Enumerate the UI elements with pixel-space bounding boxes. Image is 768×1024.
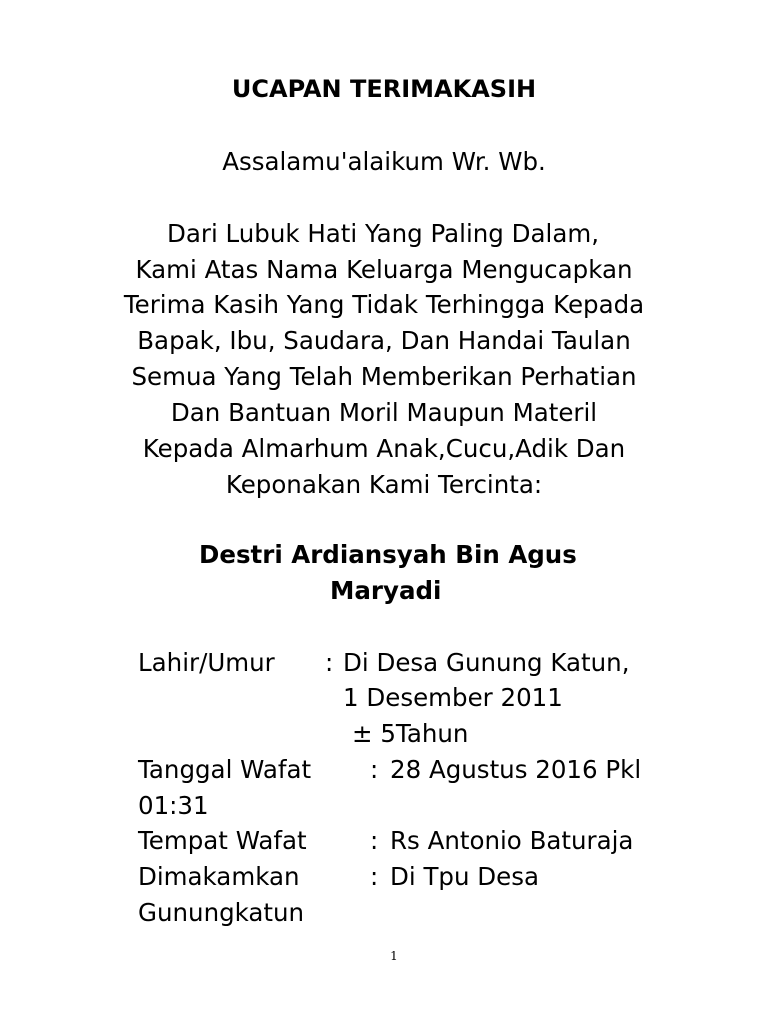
birth-date: 1 Desember 2011 (343, 683, 563, 712)
burial-label: Dimakamkan (138, 862, 300, 891)
body-line: Keponakan Kami Tercinta: (225, 470, 543, 499)
body-line: Kami Atas Nama Keluarga Mengucapkan (135, 255, 633, 284)
birth-place: Di Desa Gunung Katun, (343, 648, 630, 677)
body-line: Dari Lubuk Hati Yang Paling Dalam, (167, 219, 599, 248)
birth-label: Lahir/Umur (138, 648, 275, 677)
death-place-separator: : (370, 826, 379, 855)
burial-place: Di Tpu Desa (390, 862, 540, 891)
body-line: Bapak, Ibu, Saudara, Dan Handai Taulan (137, 326, 631, 355)
death-time: 01:31 (138, 791, 209, 820)
death-date-label: Tanggal Wafat (138, 755, 312, 784)
death-date: 28 Agustus 2016 Pkl (390, 755, 642, 784)
body-line: Dan Bantuan Moril Maupun Materil (170, 398, 598, 427)
death-place-label: Tempat Wafat (138, 826, 307, 855)
document-title: UCAPAN TERIMAKASIH (231, 75, 537, 103)
body-line: Kepada Almarhum Anak,Cucu,Adik Dan (142, 434, 626, 463)
page-number: 1 (390, 949, 398, 963)
age: ± 5Tahun (352, 719, 469, 748)
deceased-name-line: Destri Ardiansyah Bin Agus (199, 540, 577, 569)
burial-separator: : (370, 862, 379, 891)
body-line: Terima Kasih Yang Tidak Terhingga Kepada (123, 290, 645, 319)
deceased-name-line: Maryadi (330, 576, 442, 605)
greeting: Assalamu'alaikum Wr. Wb. (222, 147, 546, 176)
death-place: Rs Antonio Baturaja (390, 826, 634, 855)
burial-village: Gunungkatun (138, 898, 305, 927)
body-line: Semua Yang Telah Memberikan Perhatian (131, 362, 637, 391)
death-date-separator: : (370, 755, 379, 784)
birth-separator: : (325, 648, 334, 677)
